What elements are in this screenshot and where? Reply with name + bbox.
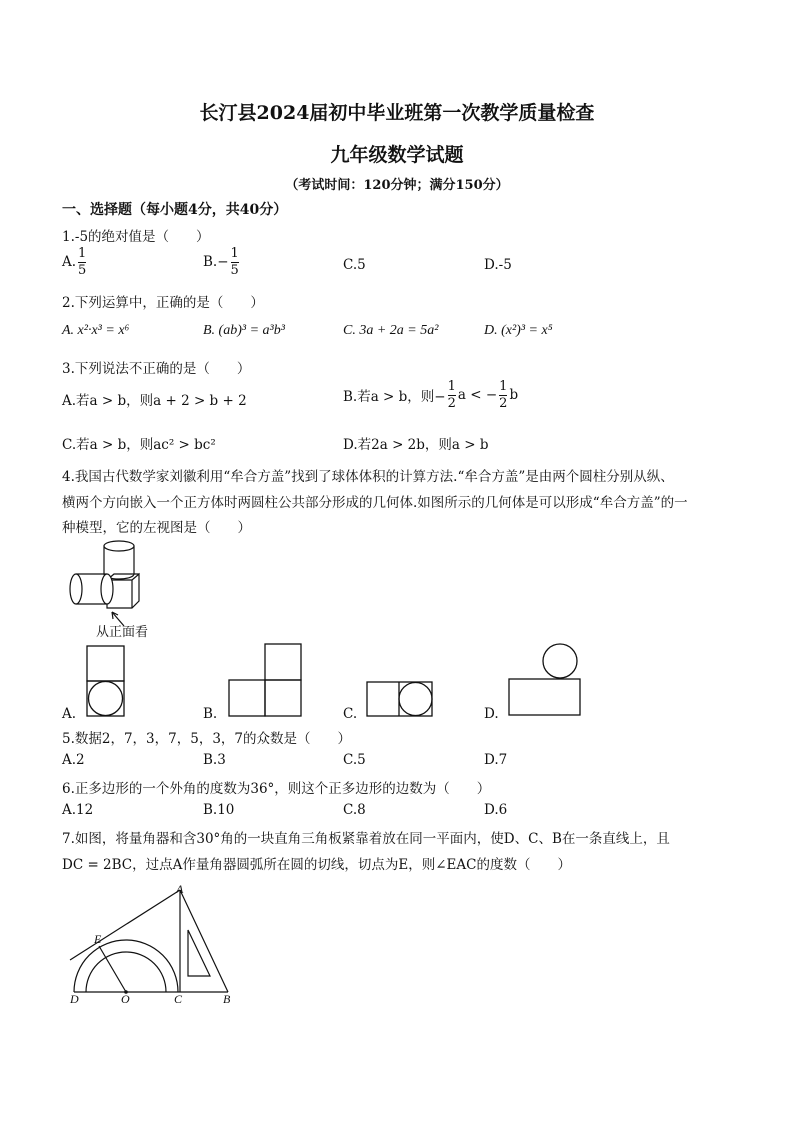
option-d-view bbox=[508, 643, 582, 717]
question-2-option-d: D. (x²)³ = x⁵ bbox=[484, 323, 553, 338]
question-3-stem: 3.下列说法不正确的是（ ） bbox=[62, 361, 251, 377]
exam-title: 长汀县2024届初中毕业班第一次教学质量检查 bbox=[199, 102, 595, 124]
option-b-view bbox=[228, 643, 304, 717]
figure-caption: 从正面看 bbox=[96, 625, 149, 640]
question-1-option-c: C.5 bbox=[343, 257, 366, 273]
question-3-option-d: D.若2a > 2b，则a > b bbox=[343, 437, 489, 453]
fraction: $\frac{1}{5}$ bbox=[230, 246, 239, 278]
exam-info: （考试时间：120分钟；满分150分） bbox=[285, 178, 509, 193]
fraction: $\frac{1}{5}$ bbox=[78, 246, 87, 278]
question-1-option-b: B. − $\frac{1}{5}$ bbox=[203, 246, 239, 278]
question-2-option-c: C. 3a + 2a = 5a² bbox=[343, 323, 439, 338]
point-label-d: D bbox=[70, 992, 79, 1006]
question-1-stem: 1.-5的绝对值是（ ） bbox=[62, 229, 210, 245]
point-label-b: B bbox=[223, 992, 231, 1006]
option-c-view bbox=[366, 681, 434, 717]
question-3-option-b: B.若a > b，则− $\frac{1}{2}$ a < − $\frac{1}{2}$ b bbox=[343, 379, 519, 411]
question-4-line-1: 4.我国古代数学家刘徽利用“牟合方盖”找到了球体体积的计算方法.“牟合方盖”是由两个圆柱分别从纵、 bbox=[62, 469, 674, 485]
question-1-option-a: A. $\frac{1}{5}$ bbox=[62, 246, 87, 278]
exam-subtitle: 九年级数学试题 bbox=[330, 144, 464, 166]
question-6-option-a: A.12 bbox=[62, 802, 94, 818]
question-4-option-d-label: D. bbox=[484, 706, 499, 722]
protractor-triangle-figure bbox=[66, 880, 246, 1010]
fraction: $\frac{1}{2}$ bbox=[499, 379, 508, 411]
point-label-e: E bbox=[94, 932, 102, 946]
question-6-stem: 6.正多边形的一个外角的度数为36°，则这个正多边形的边数为（ ） bbox=[62, 781, 491, 797]
option-a-view bbox=[86, 645, 126, 717]
question-7-line-2: DC = 2BC，过点A作量角器圆弧所在圆的切线，切点为E，则∠EAC的度数（ ） bbox=[62, 857, 571, 873]
question-1-option-d: D.-5 bbox=[484, 257, 512, 273]
question-4-option-a-label: A. bbox=[62, 706, 77, 722]
question-5-option-b: B.3 bbox=[203, 752, 226, 768]
question-5-stem: 5.数据2，7，3，7，5，3，7的众数是（ ） bbox=[62, 731, 352, 747]
question-5-option-a: A.2 bbox=[62, 752, 85, 768]
question-7-line-1: 7.如图，将量角器和含30°角的一块直角三角板紧靠着放在同一平面内，使D、C、B在一条直线上，且 bbox=[62, 831, 670, 847]
point-label-c: C bbox=[174, 992, 183, 1006]
question-4-line-2: 横两个方向嵌入一个正方体时两圆柱公共部分形成的几何体.如图所示的几何体是可以形成“牟合方盖”的一 bbox=[62, 495, 688, 511]
fraction: $\frac{1}{2}$ bbox=[447, 379, 456, 411]
question-2-stem: 2.下列运算中，正确的是（ ） bbox=[62, 295, 264, 311]
question-4-option-b-label: B. bbox=[203, 706, 218, 722]
point-label-a: A bbox=[176, 882, 184, 896]
question-6-option-b: B.10 bbox=[203, 802, 235, 818]
question-5-option-c: C.5 bbox=[343, 752, 366, 768]
question-3-option-a: A.若a > b，则a + 2 > b + 2 bbox=[62, 393, 247, 409]
question-6-option-c: C.8 bbox=[343, 802, 366, 818]
question-4-option-c-label: C. bbox=[343, 706, 358, 722]
question-6-option-d: D.6 bbox=[484, 802, 508, 818]
section-heading: 一、选择题（每小题4分，共40分） bbox=[62, 202, 288, 218]
question-3-option-c: C.若a > b，则ac² > bc² bbox=[62, 437, 216, 453]
point-label-o: O bbox=[121, 992, 130, 1006]
question-2-option-b: B. (ab)³ = a³b³ bbox=[203, 323, 285, 338]
question-5-option-d: D.7 bbox=[484, 752, 508, 768]
question-4-line-3: 种模型，它的左视图是（ ） bbox=[62, 520, 251, 536]
question-2-option-a: A. x²·x³ = x⁶ bbox=[62, 323, 130, 338]
